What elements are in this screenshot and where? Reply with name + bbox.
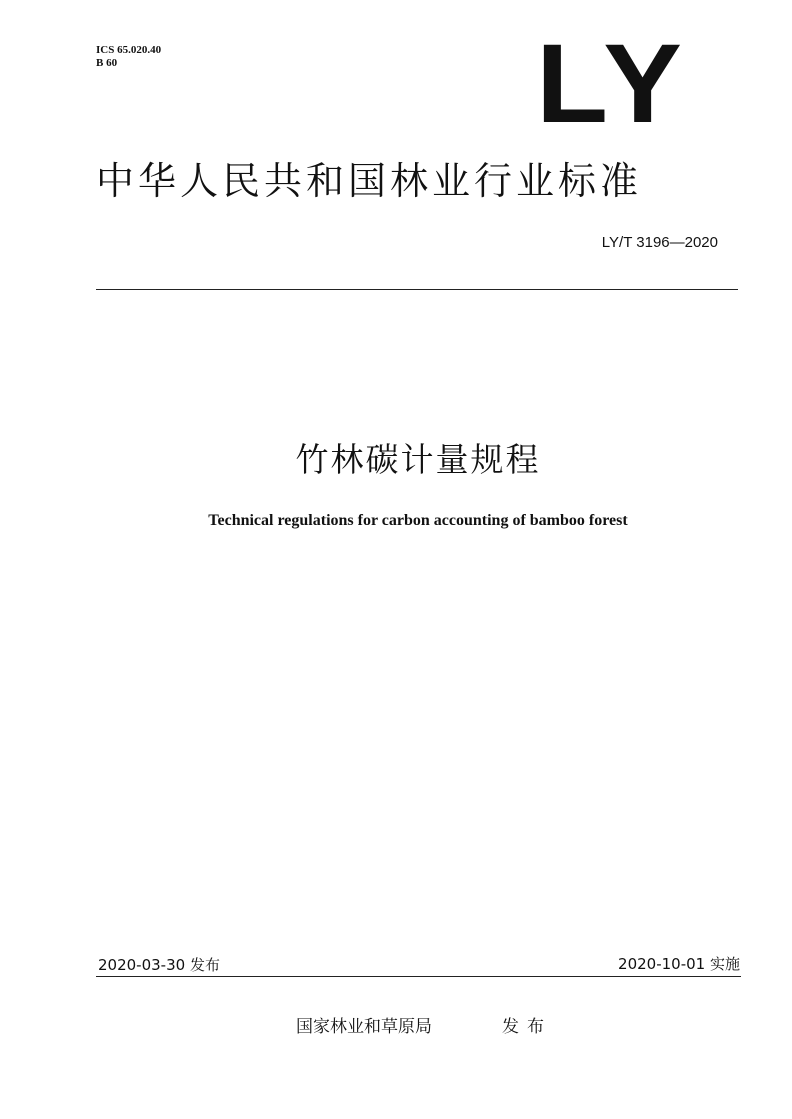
document-title-chinese: 竹林碳计量规程 bbox=[295, 440, 541, 479]
document-title-english: Technical regulations for carbon accounting of bamboo forest bbox=[208, 512, 628, 529]
ics-code: ICS 65.020.40 bbox=[96, 44, 162, 56]
bottom-divider bbox=[96, 976, 741, 977]
ccs-code: B 60 bbox=[96, 57, 118, 69]
publisher-name: 国家林业和草原局 bbox=[296, 1017, 432, 1037]
standard-code: LY/T 3196—2020 bbox=[601, 234, 718, 251]
standard-category-title: 中华人民共和国林业行业标准 bbox=[96, 159, 643, 203]
implementation-date: 2020-10-01 实施 bbox=[618, 955, 740, 973]
publish-label: 发布 bbox=[502, 1017, 552, 1037]
ly-logo: LY bbox=[536, 21, 688, 147]
top-divider bbox=[96, 289, 738, 290]
issue-date: 2020-03-30 发布 bbox=[98, 956, 220, 974]
classification-codes bbox=[96, 44, 161, 70]
